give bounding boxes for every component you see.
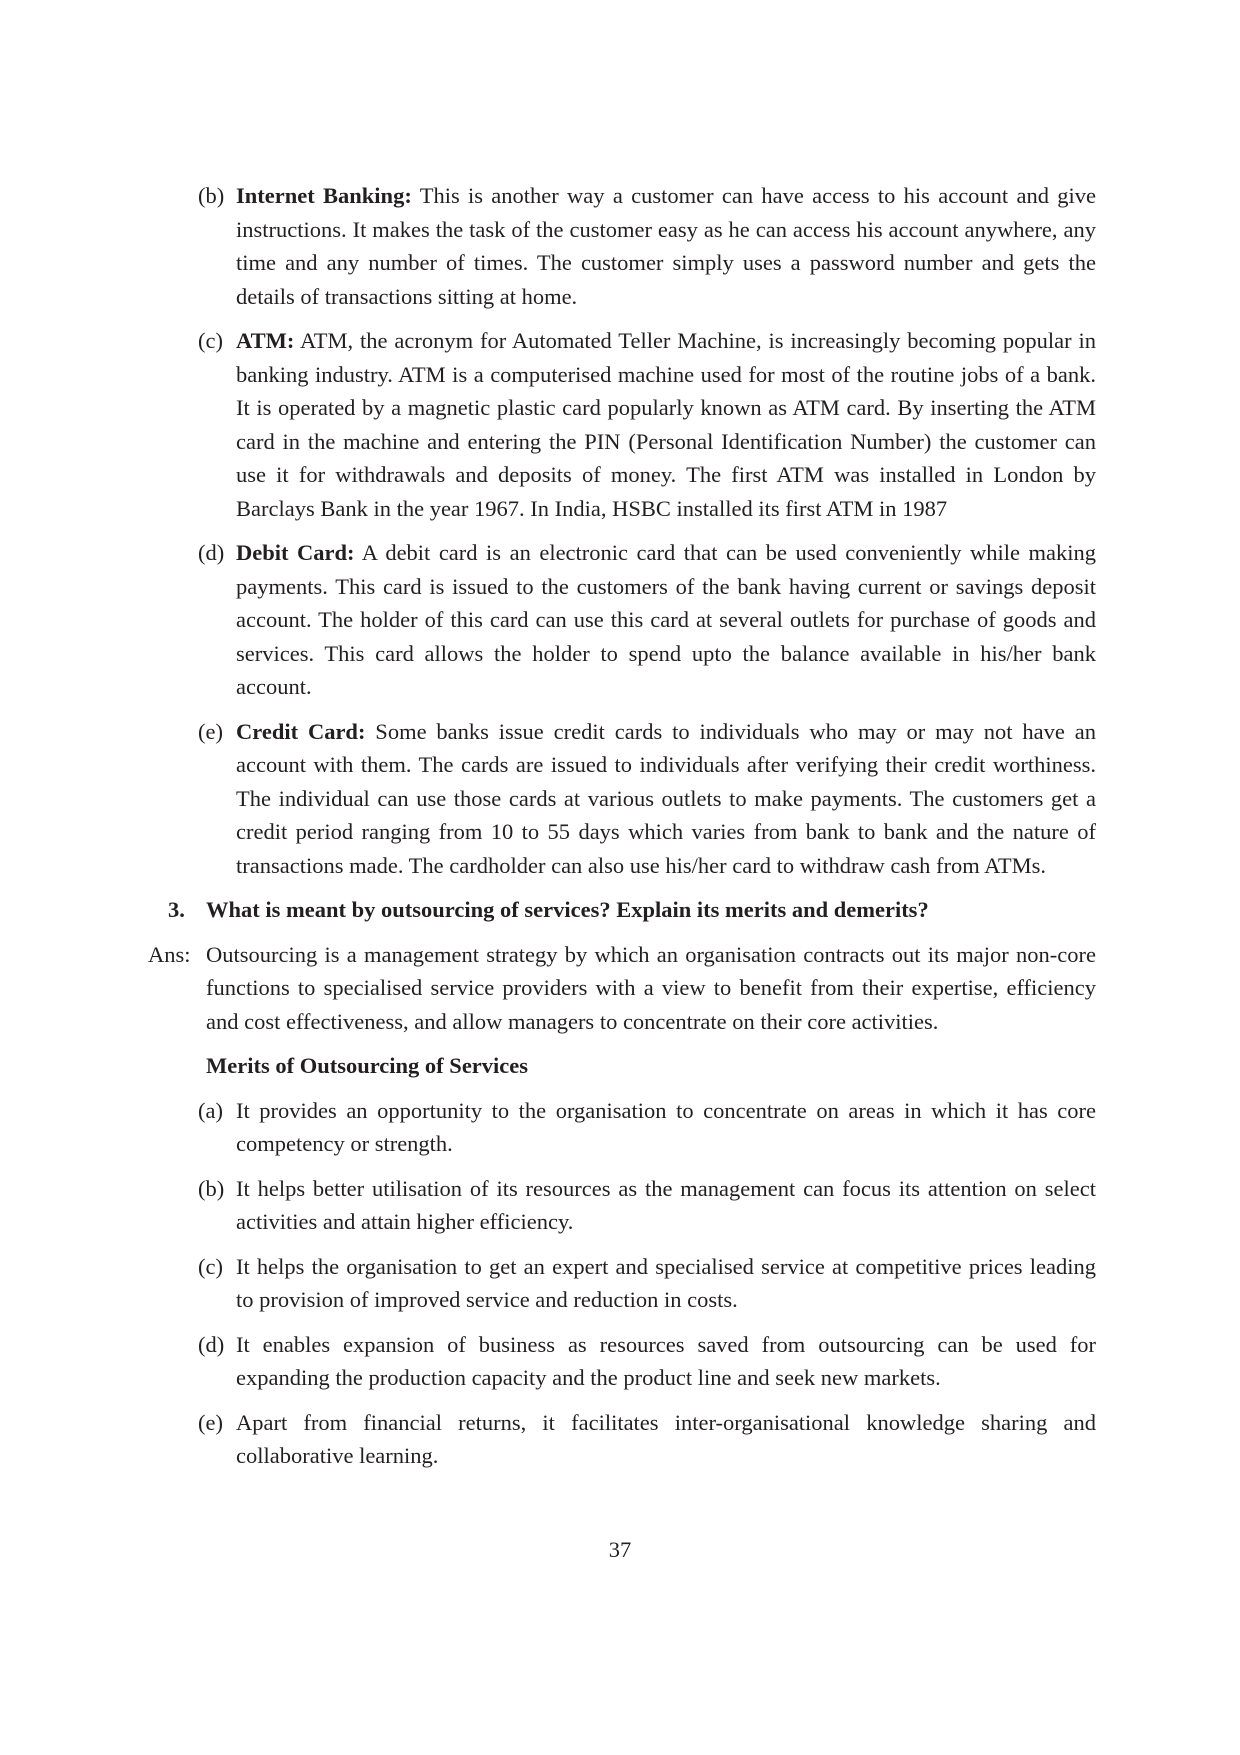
item-marker: (e) bbox=[198, 718, 223, 744]
item-text: Some banks issue credit cards to individuals who may or may not have an account with them. The cards are issued to individuals after verifying their credit worthiness. The individual can use those cards at various outlets to make payments. The customers get a credit period ranging from 10 to 55 days which varies from bank to bank and the nature of transactions made. The cardholder can also use his/her card to withdraw cash from ATMs. bbox=[236, 718, 1096, 878]
item-term: ATM: bbox=[236, 328, 295, 353]
item-text: It helps the organisation to get an expert and specialised service at competitive prices leading to provision of improved service and reduction in costs. bbox=[236, 1253, 1096, 1312]
question-heading bbox=[148, 893, 1096, 927]
merits-heading: Merits of Outsourcing of Services bbox=[206, 1053, 529, 1078]
merit-item bbox=[148, 1406, 1096, 1473]
item-text: Apart from financial returns, it facilitates inter-organisational knowledge sharing and collaborative learning. bbox=[236, 1409, 1096, 1468]
answer-label: Ans: bbox=[148, 941, 191, 967]
item-text: ATM, the acronym for Automated Teller Machine, is increasingly becoming popular in banking industry. ATM is a computerised machine used for most of the routine jobs of a bank. It is operated by a magnetic plastic card popularly known as ATM card. By inserting the ATM card in the machine and entering the PIN (Personal Identification Number) the customer can use it for withdrawals and deposits of money. The first ATM was installed in London by Barclays Bank in the year 1967. In India, HSBC installed its first ATM in 1987 bbox=[236, 328, 1096, 521]
item-text: A debit card is an electronic card that can be used conveniently while making payments. This card is issued to the customers of the bank having current or savings deposit account. The holder of this card can use this card at several outlets for purchase of goods and services. This card allows the holder to spend upto the balance available in his/her bank account. bbox=[236, 540, 1097, 699]
item-marker: (a) bbox=[198, 1097, 223, 1123]
question-number: 3. bbox=[168, 897, 185, 922]
item-marker: (b) bbox=[198, 183, 225, 208]
question-text: What is meant by outsourcing of services? Explain its merits and demerits? bbox=[206, 897, 929, 922]
item-marker: (b) bbox=[198, 1175, 225, 1201]
service-item-atm bbox=[148, 324, 1096, 525]
page-content bbox=[148, 179, 1096, 1484]
item-text: It helps better utilisation of its resources as the management can focus its attention on select activities and attain higher efficiency. bbox=[236, 1175, 1096, 1234]
item-marker: (c) bbox=[198, 1253, 223, 1279]
item-term: Credit Card: bbox=[236, 718, 366, 744]
item-text: This is another way a customer can have access to his account and give instructions. It makes the task of the customer easy as he can access his account anywhere, any time and any number of times. The customer simply uses a password number and gets the details of transactions sitting at home. bbox=[236, 183, 1096, 309]
answer-text: Outsourcing is a management strategy by which an organisation contracts out its major non-core functions to specialised service providers with a view to benefit from their expertise, efficiency and cost effectiveness, and allow managers to concentrate on their core activities. bbox=[206, 941, 1096, 1034]
merit-item bbox=[148, 1250, 1096, 1317]
merit-item bbox=[148, 1094, 1096, 1161]
item-term: Internet Banking: bbox=[236, 183, 412, 208]
item-marker: (e) bbox=[198, 1409, 223, 1435]
answer-paragraph bbox=[148, 938, 1096, 1039]
item-text: It provides an opportunity to the organisation to concentrate on areas in which it has core competency or strength. bbox=[236, 1097, 1096, 1156]
merit-item bbox=[148, 1328, 1096, 1395]
item-marker: (c) bbox=[198, 328, 223, 353]
item-marker: (d) bbox=[198, 540, 225, 565]
item-marker: (d) bbox=[198, 1331, 225, 1357]
page-number: 37 bbox=[608, 1537, 632, 1562]
service-item-credit-card bbox=[148, 715, 1096, 883]
merit-item bbox=[148, 1172, 1096, 1239]
item-term: Debit Card: bbox=[236, 540, 355, 565]
service-item-internet-banking bbox=[148, 179, 1096, 313]
service-item-debit-card bbox=[148, 536, 1096, 704]
item-text: It enables expansion of business as resources saved from outsourcing can be used for expanding the production capacity and the product line and seek new markets. bbox=[236, 1331, 1096, 1390]
